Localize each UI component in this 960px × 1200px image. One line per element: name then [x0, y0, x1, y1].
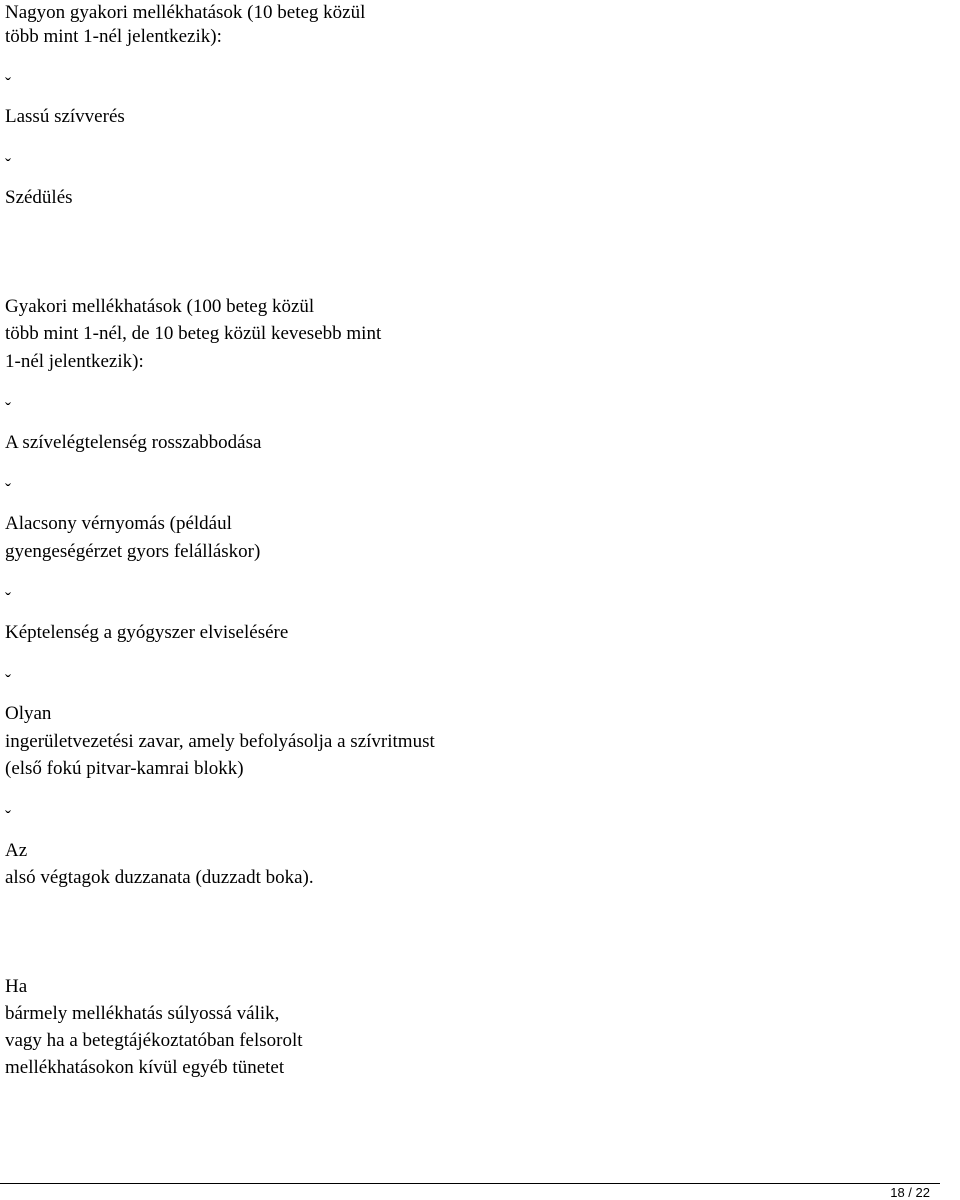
bullet-glyph: ˇ: [5, 480, 11, 500]
section-heading-line: több mint 1-nél, de 10 beteg közül kevesebb mint: [5, 323, 382, 344]
section-heading-line: Nagyon gyakori mellékhatások (10 beteg közül: [5, 2, 366, 23]
page-indicator: 18 / 22: [890, 1185, 930, 1200]
list-item-text: (első fokú pitvar-kamrai blokk): [5, 758, 244, 779]
closing-paragraph-line: vagy ha a betegtájékoztatóban felsorolt: [5, 1030, 303, 1051]
section-heading-line: több mint 1-nél jelentkezik):: [5, 26, 222, 47]
list-item-text: alsó végtagok duzzanata (duzzadt boka).: [5, 867, 314, 888]
list-item-text: A szívelégtelenség rosszabbodása: [5, 432, 262, 453]
section-heading-line: 1-nél jelentkezik):: [5, 351, 144, 372]
list-item-text: Szédülés: [5, 187, 73, 208]
bullet-glyph: ˇ: [5, 671, 11, 691]
bullet-glyph: ˇ: [5, 74, 11, 94]
bullet-glyph: ˇ: [5, 807, 11, 827]
bullet-glyph: ˇ: [5, 155, 11, 175]
closing-paragraph-line: bármely mellékhatás súlyossá válik,: [5, 1003, 280, 1024]
list-item-text: Alacsony vérnyomás (például: [5, 513, 232, 534]
list-item-text: Olyan: [5, 703, 52, 724]
list-item-text: Képtelenség a gyógyszer elviselésére: [5, 622, 289, 643]
bullet-glyph: ˇ: [5, 399, 11, 419]
footer-divider: [0, 1183, 940, 1184]
section-heading-line: Gyakori mellékhatások (100 beteg közül: [5, 296, 315, 317]
closing-paragraph-line: Ha: [5, 976, 28, 997]
list-item-text: gyengeségérzet gyors felálláskor): [5, 541, 261, 562]
list-item-text: Lassú szívverés: [5, 106, 125, 127]
list-item-text: Az: [5, 840, 28, 861]
bullet-glyph: ˇ: [5, 589, 11, 609]
list-item-text: ingerületvezetési zavar, amely befolyásolja a szívritmust: [5, 731, 435, 752]
closing-paragraph-line: mellékhatásokon kívül egyéb tünetet: [5, 1057, 285, 1078]
